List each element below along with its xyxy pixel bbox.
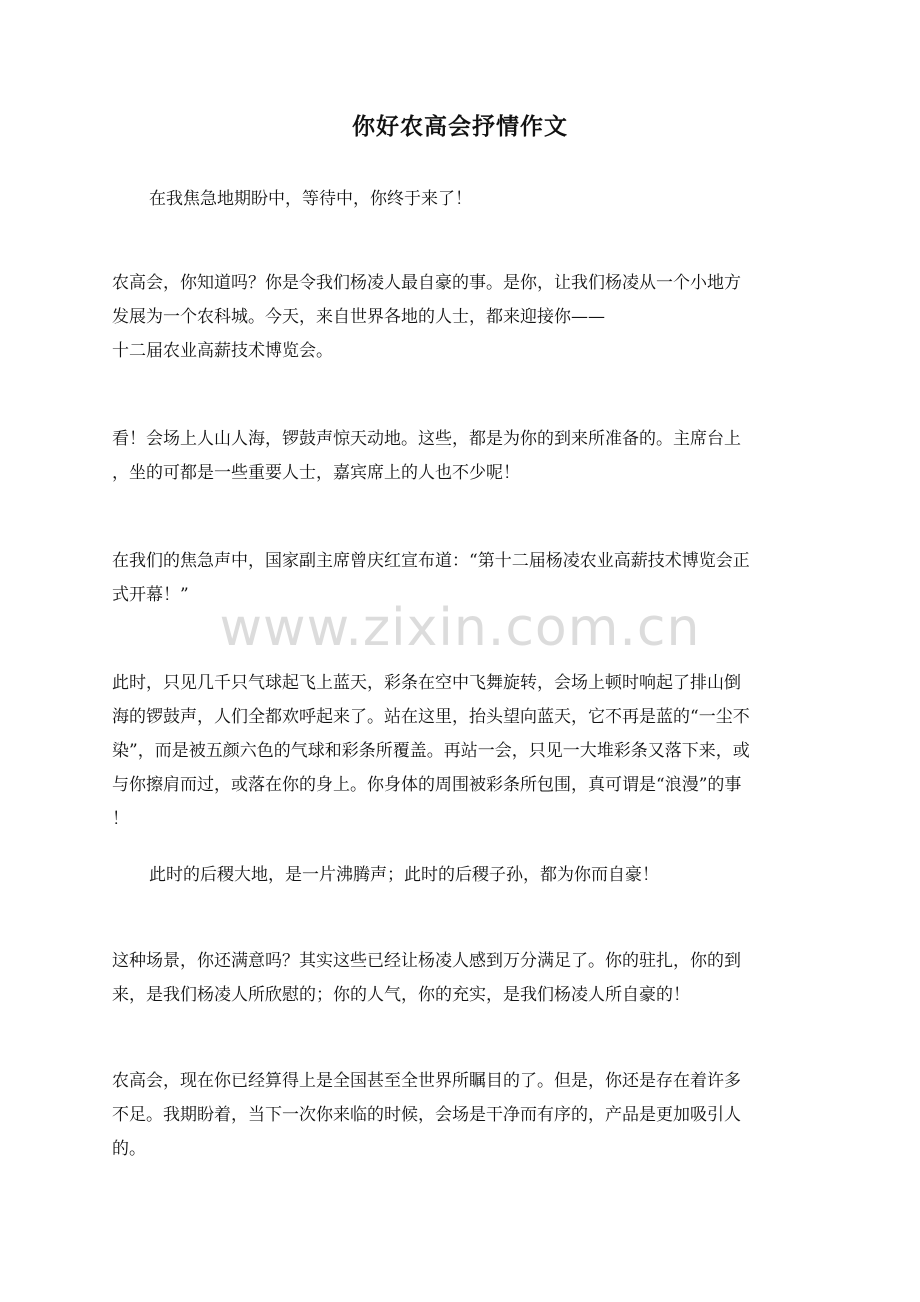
paragraph-line: 染”，而是被五颜六色的气球和彩条所覆盖。再站一会，只见一大堆彩条又落下来，或 <box>112 741 750 761</box>
document-title: 你好农高会抒情作文 <box>352 113 568 140</box>
paragraph-line: 这种场景，你还满意吗？其实这些已经让杨凌人感到万分满足了。你的驻扎，你的到 <box>112 951 741 971</box>
paragraph-line: 海的锣鼓声，人们全都欢呼起来了。站在这里，抬头望向蓝天，它不再是蓝的“一尘不 <box>112 707 750 727</box>
paragraph-2 <box>112 266 812 368</box>
paragraph-7 <box>112 944 812 1012</box>
paragraph-8 <box>112 1064 812 1166</box>
paragraph-line: 来，是我们杨凌人所欣慰的；你的人气，你的充实，是我们杨凌人所自豪的！ <box>112 985 690 1005</box>
paragraph-line: 发展为一个农科城。今天，来自世界各地的人士，都来迎接你—— <box>112 307 605 327</box>
paragraph-line: 在我们的焦急声中，国家副主席曾庆红宣布道：“第十二届杨凌农业高薪技术博览会正 <box>112 551 750 571</box>
paragraph-line: 的。 <box>112 1139 146 1159</box>
paragraph-line: 农高会，你知道吗？你是令我们杨凌人最自豪的事。是你，让我们杨凌从一个小地方 <box>112 273 741 293</box>
paragraph-3 <box>112 422 812 490</box>
paragraph-line: 农高会，现在你已经算得上是全国甚至全世界所瞩目的了。但是，你还是存在着许多 <box>112 1071 741 1091</box>
paragraph-line: 不足。我期盼着，当下一次你来临的时候，会场是干净而有序的，产品是更加吸引人 <box>112 1105 741 1125</box>
paragraph-line: 十二届农业高薪技术博览会。 <box>112 341 333 361</box>
paragraph-line: ！ <box>112 809 129 829</box>
paragraph-line: ，坐的可都是一些重要人士，嘉宾席上的人也不少呢！ <box>112 463 520 483</box>
paragraph-line: 式开幕！” <box>112 585 189 605</box>
paragraph-line: 在我焦急地期盼中，等待中，你终于来了！ <box>149 189 472 209</box>
paragraph-line: 看！会场上人山人海，锣鼓声惊天动地。这些，都是为你的到来所准备的。主席台上 <box>112 429 741 449</box>
paragraph-6 <box>112 858 849 892</box>
paragraph-line: 此时，只见几千只气球起飞上蓝天，彩条在空中飞舞旋转，会场上顿时响起了排山倒 <box>112 673 741 693</box>
paragraph-1 <box>112 182 849 216</box>
paragraph-line: 此时的后稷大地，是一片沸腾声；此时的后稷子孙，都为你而自豪！ <box>149 865 659 885</box>
paragraph-5 <box>112 666 812 836</box>
paragraph-4 <box>112 544 812 612</box>
paragraph-line: 与你擦肩而过，或落在你的身上。你身体的周围被彩条所包围，真可谓是“浪漫”的事 <box>112 775 742 795</box>
watermark: www.zixin.com.cn <box>219 598 701 658</box>
